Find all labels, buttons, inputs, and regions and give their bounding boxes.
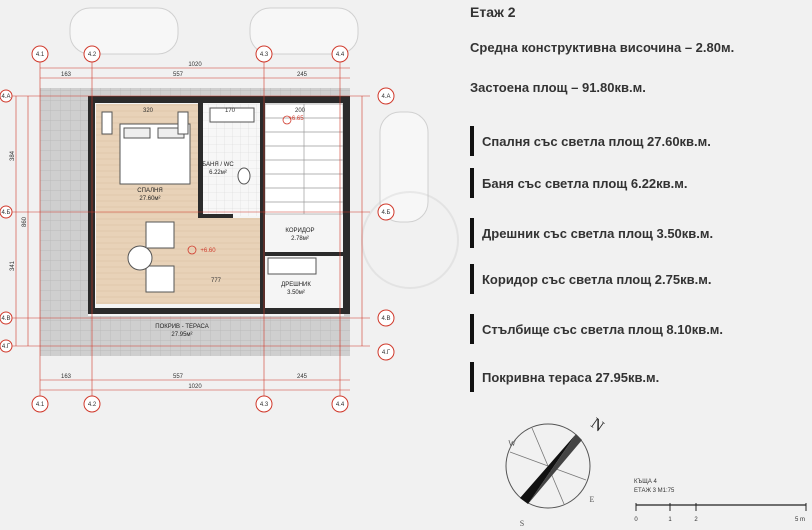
staircase [265, 104, 343, 214]
height-spec: Средна конструктивна височина – 2.80м. [470, 40, 735, 55]
room-area-bedroom: 27.60м² [139, 196, 161, 202]
dimension-label: 245 [296, 72, 308, 78]
room-item [470, 362, 790, 392]
room-item [470, 264, 790, 294]
level-mark: +6.65 [288, 116, 304, 122]
axis-label: 4.2 [87, 402, 97, 408]
axis-label: 4.A [381, 94, 391, 100]
axis-markers-left [0, 90, 12, 352]
dimension-label: 163 [60, 72, 72, 78]
room-label-closet: ДРЕШНИК [281, 282, 311, 288]
room-item-text: Стълбище със светла площ 8.10кв.м. [482, 322, 724, 337]
dimension-label: 777 [210, 278, 222, 284]
axis-label: 4.B [1, 316, 11, 322]
room-area-bath: 6.22м² [209, 170, 227, 176]
dimension-label: 341 [10, 260, 16, 272]
scale-tick: 2 [694, 517, 698, 523]
axis-label: 4.Г [381, 350, 391, 356]
room-item [470, 218, 790, 248]
room-label-corridor: КОРИДОР [285, 228, 315, 234]
built-area-spec: Застоена площ – 91.80кв.м. [470, 80, 646, 95]
scale-tick: 1 [668, 517, 672, 523]
room-item-bar [470, 314, 474, 344]
axis-label: 4.3 [259, 402, 269, 408]
dimension-label: 320 [142, 108, 154, 114]
scale-bar [634, 479, 812, 529]
room-item [470, 126, 790, 156]
level-mark: +6.60 [200, 248, 216, 254]
room-item-bar [470, 264, 474, 294]
dimension-label: 1020 [188, 384, 202, 390]
compass-e: E [589, 495, 595, 504]
floor-title: Етаж 2 [470, 4, 516, 20]
dimension-label: 163 [60, 374, 72, 380]
compass-n: N [587, 414, 607, 436]
room-item-bar [470, 168, 474, 198]
dimension-label: 1020 [188, 62, 202, 68]
scale-graphic [634, 497, 810, 527]
axis-label: 4.Г [1, 344, 11, 350]
room-item-text: Дрешник със светла площ 3.50кв.м. [482, 226, 714, 241]
room-item-bar [470, 218, 474, 248]
scale-tick: 5 m [794, 517, 806, 523]
axis-label: 4.3 [259, 52, 269, 58]
room-area-corridor: 2.78м² [291, 236, 309, 242]
north-arrow-compass [488, 402, 608, 530]
room-item-text: Баня със светла площ 6.22кв.м. [482, 176, 688, 191]
compass-w: W [508, 439, 516, 448]
axis-label: 4.1 [35, 402, 45, 408]
scale-tick: 0 [634, 517, 638, 523]
room-item-bar [470, 362, 474, 392]
scale-floor-label: ЕТАЖ 3 М1:75 [634, 488, 675, 494]
axis-label: 4.Б [1, 210, 11, 216]
room-item [470, 314, 790, 344]
room-area-closet: 3.50м² [287, 290, 305, 296]
dimension-label: 860 [22, 216, 28, 228]
axis-label: 4.A [1, 94, 11, 100]
room-label-bath: БАНЯ / WC [202, 162, 234, 168]
room-label-terrace: ПОКРИВ - ТЕРАСА [155, 324, 209, 330]
dimension-label: 384 [10, 150, 16, 162]
scale-house-label: КЪЩА 4 [634, 479, 657, 485]
room-item-text: Коридор със светла площ 2.75кв.м. [482, 272, 712, 287]
axis-label: 4.Б [381, 210, 391, 216]
compass-s: S [519, 519, 525, 528]
axis-markers-bottom [32, 396, 348, 412]
dimension-label: 170 [224, 108, 236, 114]
dimension-label: 557 [172, 72, 184, 78]
dimension-label: 557 [172, 374, 184, 380]
room-item-text: Спалня със светла площ 27.60кв.м. [482, 134, 711, 149]
room-item [470, 168, 790, 198]
axis-label: 4.4 [335, 52, 345, 58]
dimension-label: 245 [296, 374, 308, 380]
room-area-terrace: 27.95м² [171, 332, 193, 338]
dimension-label: 200 [294, 108, 306, 114]
room-label-bedroom: СПАЛНЯ [137, 188, 163, 194]
room-item-bar [470, 126, 474, 156]
room-item-text: Покривна тераса 27.95кв.м. [482, 370, 660, 385]
axis-label: 4.2 [87, 52, 97, 58]
axis-label: 4.B [381, 316, 391, 322]
axis-label: 4.4 [335, 402, 345, 408]
axis-label: 4.1 [35, 52, 45, 58]
